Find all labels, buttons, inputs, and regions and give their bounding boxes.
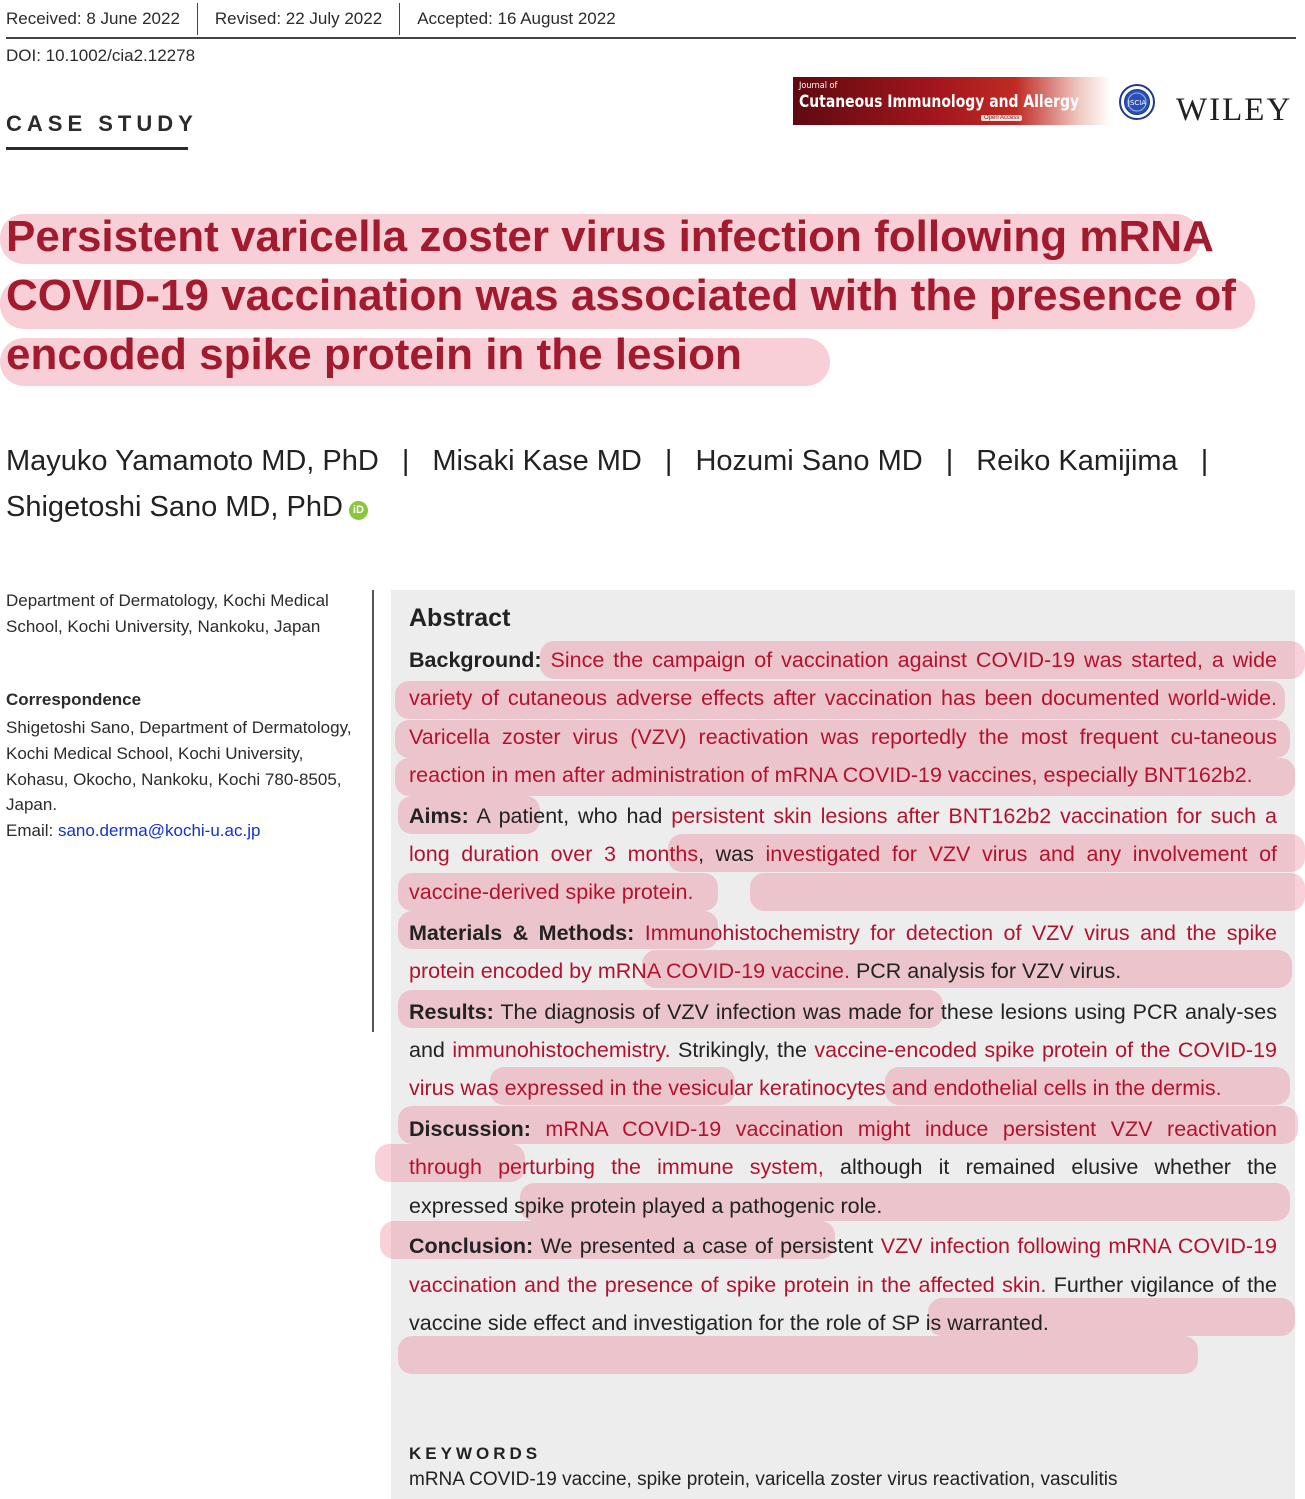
journal-banner-logo [793,77,1111,125]
keywords-heading: KEYWORDS [409,1444,542,1463]
highlighted-text: VZV infection following mRNA COVID-19 vaccination and the presence of spike protein in the affected skin. [409,1234,1277,1297]
abstract-discussion [409,1110,1277,1225]
author-list [6,438,1296,530]
section-label: Aims: [409,803,469,828]
author-separator: | [664,445,673,477]
section-label: Materials & Methods: [409,920,635,945]
orcid-icon[interactable]: iD [349,501,368,520]
author-name[interactable]: Hozumi Sano MD [695,445,923,477]
correspondence-details [6,715,366,844]
highlighted-text: immunohistochemistry. [452,1038,671,1063]
plain-text: A patient, who had [476,803,672,828]
section-label: Conclusion: [409,1234,534,1259]
abstract-background [409,641,1277,795]
section-label: Results: [409,999,494,1024]
seal-text: JSCIA [1127,99,1147,107]
journal-banner-name: Cutaneous Immunology and Allergy [799,92,1080,112]
society-seal-icon [1119,84,1155,120]
section-label: Discussion: [409,1116,531,1141]
abstract-aims [409,797,1277,912]
journal-banner-small: Journal of [799,81,838,91]
received-date: Received: 8 June 2022 [6,9,180,28]
accepted-date: Accepted: 16 August 2022 [417,9,616,28]
email-link[interactable]: sano.derma@kochi-u.ac.jp [57,821,261,841]
abstract-methods [409,914,1277,991]
section-label: Background: [409,648,542,672]
header-rule [6,37,1296,39]
plain-text: We presented a case of persistent [540,1234,881,1259]
highlighted-text: vaccine-encoded spike protein of the COVID-19 virus was expressed in the vesicular keratinocytes and endothelial cells in the dermis. [409,1038,1277,1101]
revised-date: Revised: 22 July 2022 [214,9,383,28]
abstract-results [409,993,1277,1108]
highlighted-text: Immunohistochemistry for detection of VZV virus and the spike protein encoded by mRNA COVID-19 vaccine. [409,920,1277,984]
plain-text: , was [698,842,766,867]
highlighted-text: Since the campaign of vaccination against COVID-19 was started, a wide variety of cutaneous adverse effects after vaccination has been documented world-wide. Varicella zoster virus (VZV) reactivation was reportedly the most frequent cu-taneous reaction in men after administration of mRNA COVID-19 vaccines, especially BNT162b2. [409,648,1277,788]
date-divider [399,3,400,35]
author-separator: | [945,445,954,477]
highlighted-text: investigated for VZV virus and any involvement of vaccine-derived spike protein. [409,842,1278,905]
author-separator: | [1200,445,1209,477]
keywords-list: mRNA COVID-19 vaccine, spike protein, varicella zoster virus reactivation, vasculitis [409,1469,1118,1490]
plain-text: Strikingly, the [670,1038,815,1063]
article-type-underline [6,147,188,150]
publication-dates [6,0,616,38]
affiliation: Department of Dermatology, Kochi Medical School, Kochi University, Nankoku, Japan [6,591,329,636]
highlighted-text: mRNA COVID-19 vaccination might induce persistent VZV reactivation through perturbing the immune system, [409,1116,1277,1180]
author-name[interactable]: Reiko Kamijima [976,445,1178,477]
author-separator: | [401,445,410,477]
open-access-tag: Open Access [981,115,1022,121]
abstract-conclusion [409,1227,1277,1342]
author-name[interactable]: Mayuko Yamamoto MD, PhD [6,445,379,477]
publisher-logo: WILEY [1176,92,1293,128]
doi[interactable]: DOI: 10.1002/cia2.12278 [6,46,196,65]
highlighted-text: persistent skin lesions after BNT162b2 vaccination for such a long duration over 3 months [409,803,1277,867]
plain-text: PCR analysis for VZV virus. [849,959,1122,984]
correspondence-heading: Correspondence [6,690,142,709]
author-name[interactable]: Shigetoshi Sano MD, PhD [6,491,343,523]
correspondence-address: Shigetoshi Sano, Department of Dermatology, Kochi Medical School, Kochi University, Kohasu, Okocho, Nankoku, Kochi 780-8505, Japan. [6,718,352,815]
plain-text: The diagnosis of VZV infection was made for these lesions using PCR analy-ses and [409,999,1278,1063]
author-name[interactable]: Misaki Kase MD [432,445,642,477]
article-type: CASE STUDY [6,111,198,136]
plain-text: although it remained elusive whether the expressed spike protein played a pathogenic role. [409,1155,1277,1218]
date-divider [197,3,198,35]
article-title: Persistent varicella zoster virus infection following mRNA COVID-19 vaccination was associated with the presence of encoded spike protein in the lesion [6,212,1236,379]
plain-text: Further vigilance of the vaccine side effect and investigation for the role of SP is warranted. [409,1272,1278,1335]
abstract-heading: Abstract [409,604,511,632]
email-label: Email: [6,821,58,841]
abstract-body [409,641,1277,1344]
sidebar-divider [372,590,374,1032]
